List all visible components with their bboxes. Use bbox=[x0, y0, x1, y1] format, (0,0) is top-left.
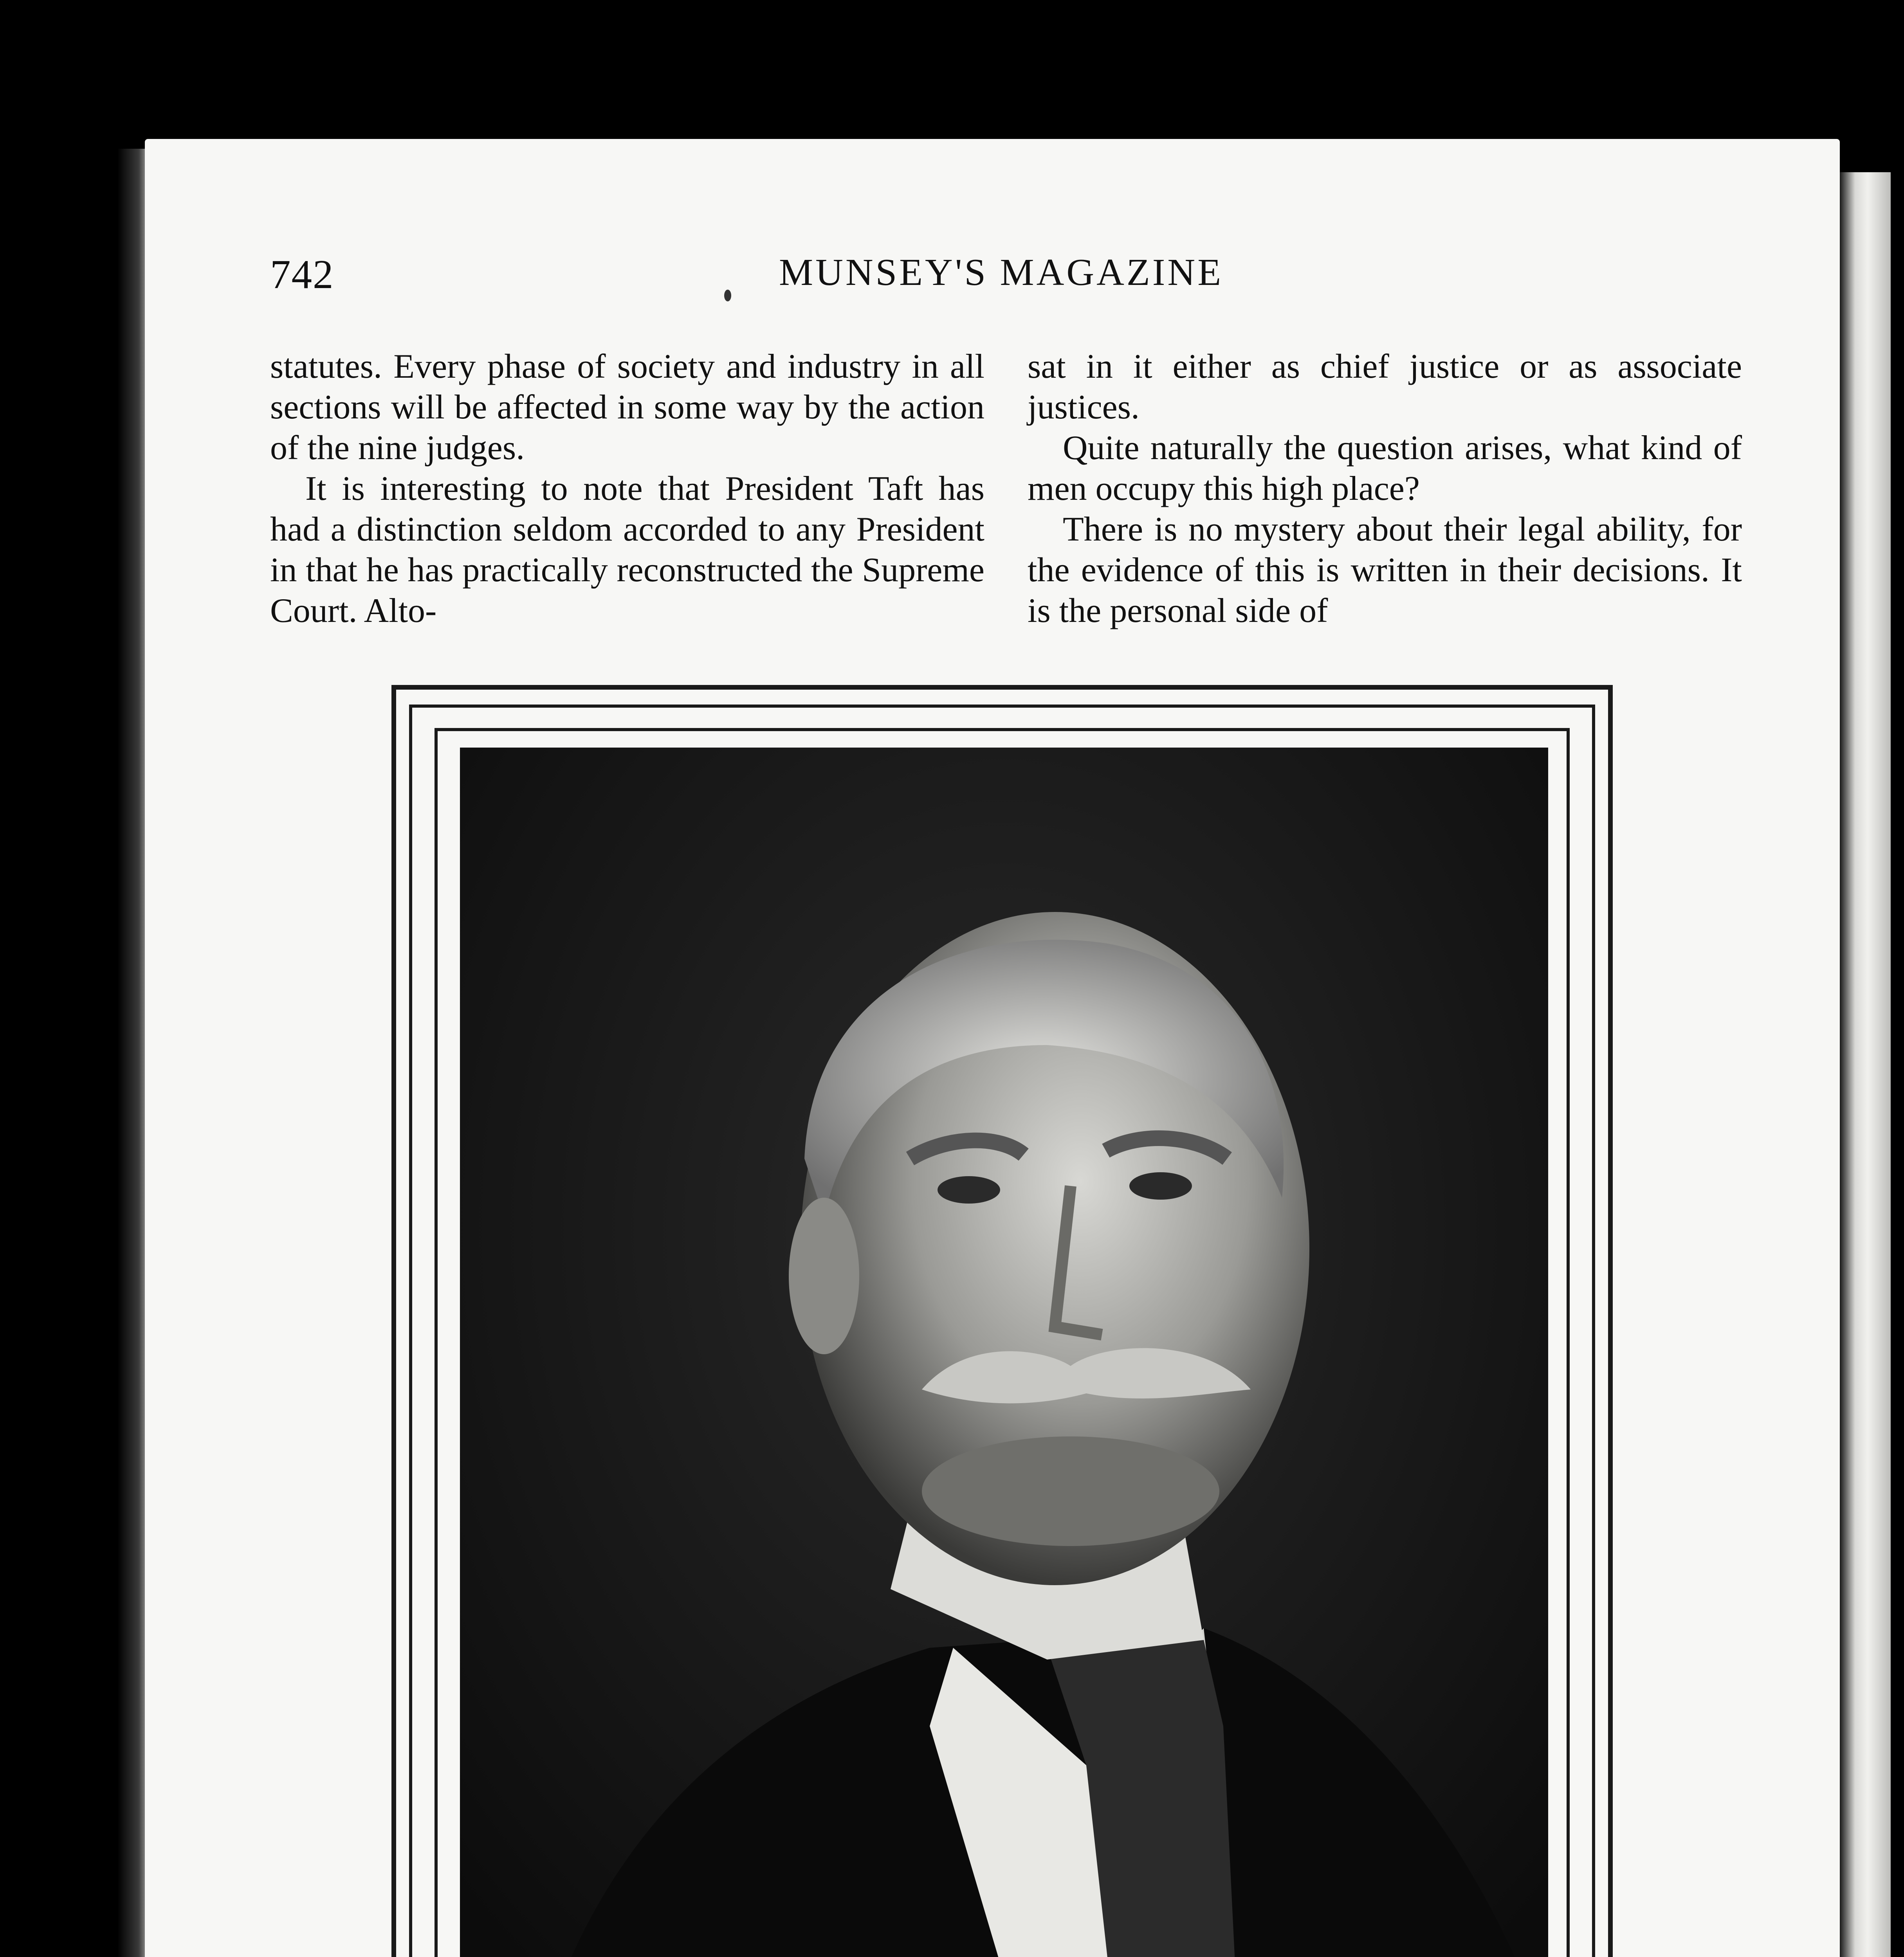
next-page-edge bbox=[1840, 172, 1891, 1957]
page-number: 742 bbox=[270, 251, 334, 297]
paragraph: There is no mystery about their legal ability, for the evidence of this is written in their decisions. It is the personal side of bbox=[1028, 510, 1742, 630]
paragraph: It is interesting to note that President Taft has had a distinction seldom accorded to any President in that he has practically reconstructed the Supreme Court. Alto- bbox=[270, 470, 984, 630]
portrait-illustration bbox=[460, 748, 1548, 1957]
magazine-title: MUNSEY'S MAGAZINE bbox=[779, 251, 1224, 294]
top-left-column bbox=[270, 346, 984, 631]
print-speck bbox=[724, 290, 731, 301]
paragraph: sat in it either as chief justice or as associate justices. bbox=[1028, 348, 1742, 426]
portrait-photograph bbox=[460, 748, 1548, 1957]
running-head bbox=[270, 250, 1695, 313]
paragraph: Quite naturally the question arises, what kind of men occupy this high place? bbox=[1028, 429, 1742, 508]
paragraph: statutes. Every phase of society and industry in all sections will be affected in some way by the action of the nine judges. bbox=[270, 348, 984, 467]
top-right-column bbox=[1028, 346, 1742, 631]
